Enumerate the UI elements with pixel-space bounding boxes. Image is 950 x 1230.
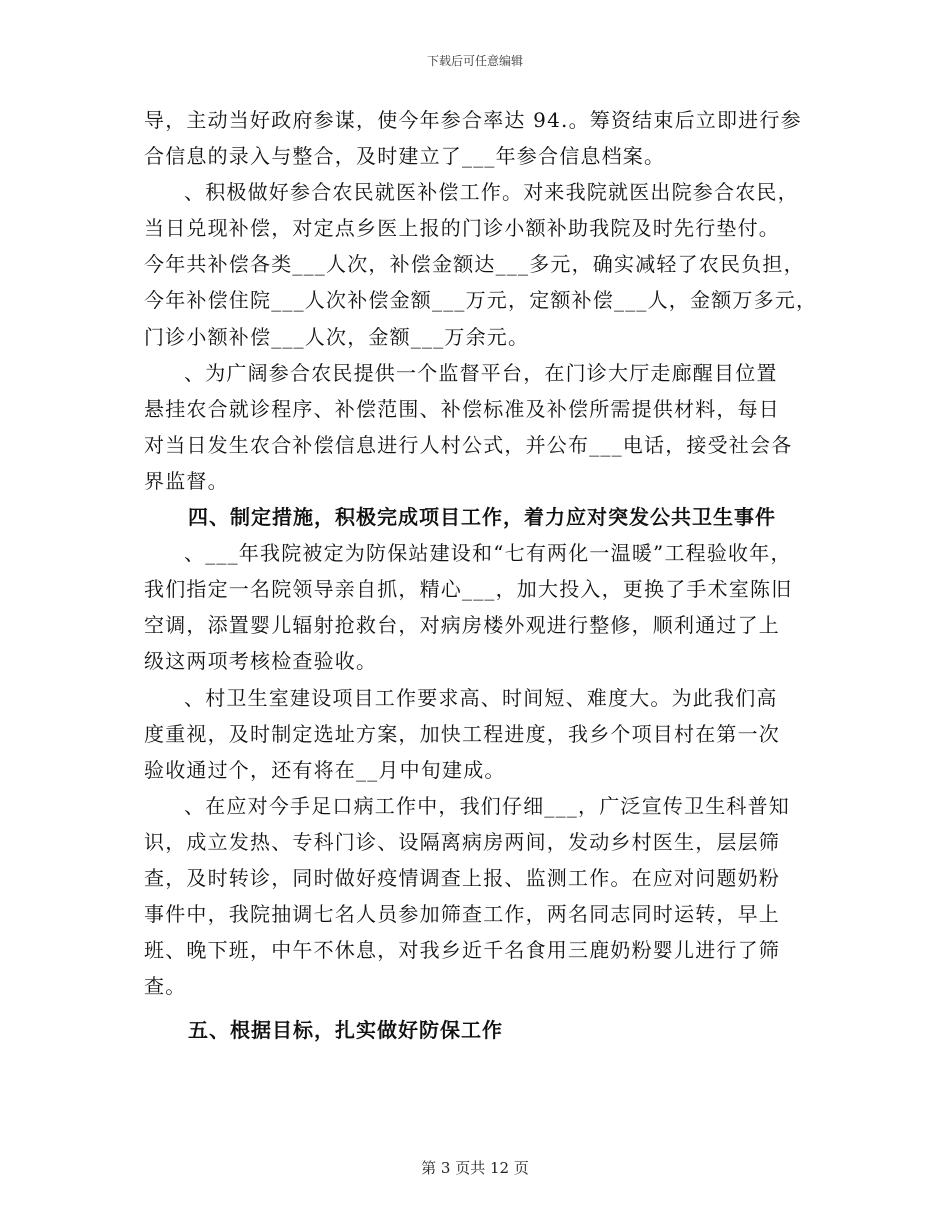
document-body [144,102,816,1048]
body-line: 班、晚下班，中午不休息，对我乡近千名食用三鹿奶粉婴儿进行了筛 [144,938,780,963]
body-line: 查，及时转诊，同时做好疫情调查上报、监测工作。在应对问题奶粉 [144,865,780,890]
body-line: 悬挂农合就诊程序、补偿范围、补偿标准及补偿所需提供材料，每日 [144,396,780,421]
body-line: 事件中，我院抽调七名人员参加筛查工作，两名同志同时运转，早上 [144,902,780,927]
section-heading-5: 五、根据目标，扎实做好防保工作 [188,1018,503,1043]
body-line: 当日兑现补偿，对定点乡医上报的门诊小额补助我院及时先行垫付。 [144,216,780,241]
body-line: 界监督。 [144,468,229,493]
body-line: 、为广阔参合农民提供一个监督平台，在门诊大厅走廊醒目位置 [184,360,778,385]
body-line: 度重视，及时制定选址方案，加快工程进度，我乡个项目村在第一次 [144,721,780,746]
page-footer: 第 3 页共 12 页 [421,1159,529,1177]
body-line: 、村卫生室建设项目工作要求高、时间短、难度大。为此我们高 [184,685,778,710]
section-heading-4: 四、制定措施，积极完成项目工作，着力应对突发公共卫生事件 [188,505,776,530]
body-line: 我们指定一名院领导亲自抓，精心___，加大投入，更换了手术室陈旧 [144,577,793,602]
body-line: 、在应对今手足口病工作中，我们仔细___，广泛宣传卫生科普知 [184,793,790,818]
body-line: 识，成立发热、专科门诊、设隔离病房两间，发动乡村医生，层层筛 [144,829,780,854]
body-line: 、___年我院被定为防保站建设和“七有两化一温暖”工程验收年， [184,541,792,566]
body-line: 门诊小额补偿___人次，金额___万余元。 [144,324,530,349]
page-header: 下载后可任意编辑 [426,54,523,68]
body-line: 级这两项考核检查验收。 [144,649,378,674]
body-line: 今年补偿住院___人次补偿金额___万元，定额补偿___人，金额万多元， [144,288,818,313]
body-line: 验收通过个，还有将在__月中旬建成。 [144,757,506,782]
body-line: 合信息的录入与整合，及时建立了___年参合信息档案。 [144,144,666,169]
body-line: 、积极做好参合农民就医补偿工作。对来我院就医出院参合农民， [184,180,799,205]
body-line: 查。 [144,974,187,999]
body-line: 对当日发生农合补偿信息进行人村公式，并公布___电话，接受社会各 [144,432,793,457]
body-line: 导，主动当好政府参谋，使今年参合率达 94.。筹资结束后立即进行参 [144,108,802,132]
body-line: 今年共补偿各类___人次，补偿金额达___多元，确实减轻了农民负担， [144,252,805,277]
body-line: 空调，添置婴儿辐射抢救台，对病房楼外观进行整修，顺利通过了上 [144,613,780,638]
